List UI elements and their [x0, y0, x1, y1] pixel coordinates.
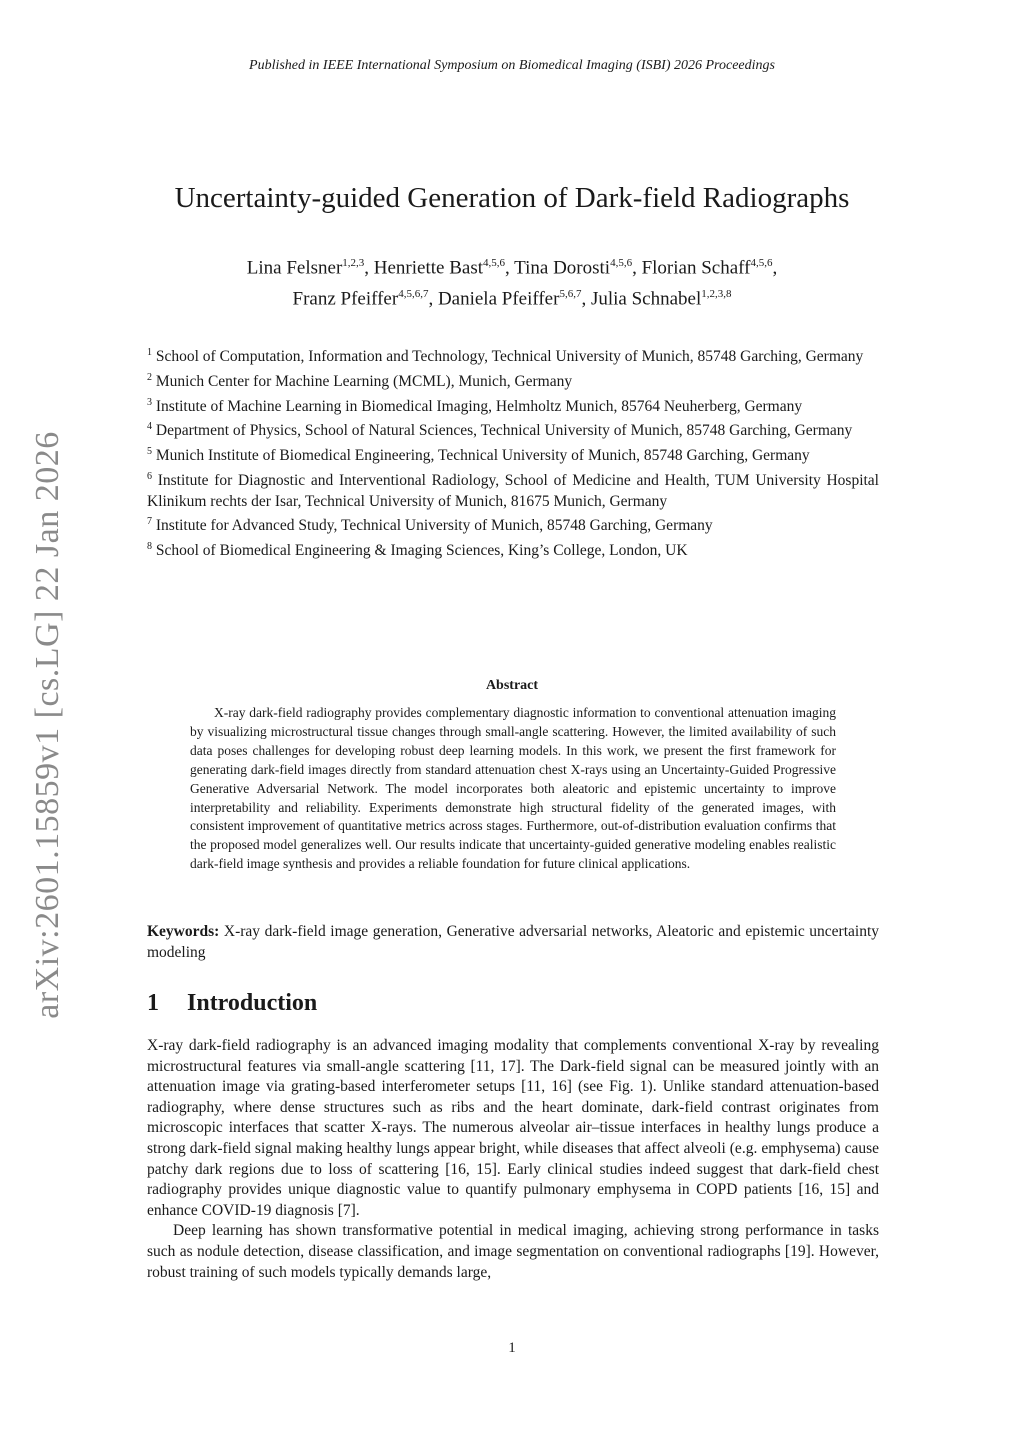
affiliation-number: 1: [147, 347, 152, 358]
author-line-2: [0, 281, 1024, 312]
keywords-text: X-ray dark-field image generation, Generative adversarial networks, Aleatoric and epistemic uncertainty modeling: [147, 923, 880, 961]
affiliation-text: Munich Institute of Biomedical Engineering, Technical University of Munich, 85748 Garching, Germany: [155, 447, 810, 465]
affiliation-number: 8: [147, 540, 152, 552]
affiliation-item: [147, 442, 879, 467]
author-affiliation-marks: 5,6,7: [559, 288, 582, 301]
affiliation-item: [147, 512, 879, 537]
author-name: Florian Schaff: [641, 257, 751, 279]
affiliation-item: [147, 417, 879, 442]
affiliation-item: [147, 343, 879, 368]
keywords: [147, 922, 879, 963]
paper-title: Uncertainty-guided Generation of Dark-field Radiographs: [174, 182, 850, 214]
affiliation-text: Munich Center for Machine Learning (MCML), Munich, Germany: [155, 372, 573, 390]
affiliation-text: School of Computation, Information and Technology, Technical University of Munich, 85748 Garching, Germany: [155, 348, 864, 366]
affiliation-number: 3: [147, 396, 152, 408]
author-name: Henriette Bast: [373, 257, 483, 279]
affiliation-text: Institute for Advanced Study, Technical University of Munich, 85748 Garching, Germany: [155, 517, 713, 535]
author-name: Lina Felsner: [246, 257, 343, 279]
affiliation-item: [147, 393, 879, 418]
abstract-heading: Abstract: [485, 678, 539, 693]
author-name: Julia Schnabel: [590, 288, 702, 310]
affiliation-number: 7: [147, 516, 152, 528]
author-name: Franz Pfeiffer: [292, 288, 399, 310]
affiliation-number: 4: [147, 421, 152, 433]
author-list: [0, 250, 1024, 313]
affiliation-number: 6: [147, 470, 152, 482]
paragraph: Deep learning has shown transformative potential in medical imaging, achieving strong performance in tasks such as nodule detection, disease classification, and image segmentation on conventional radiographs [19]. However, robust training of such models typically demands large,: [147, 1222, 879, 1281]
author-separator: ,: [364, 257, 374, 279]
section-title: Introduction: [187, 990, 318, 1016]
section-number: 1: [147, 990, 159, 1016]
author-affiliation-marks: 1,2,3: [342, 257, 365, 269]
affiliation-text: School of Biomedical Engineering & Imaging Sciences, King’s College, London, UK: [155, 542, 688, 559]
author-name: Daniela Pfeiffer: [437, 288, 560, 310]
paragraph: X-ray dark-field radiography is an advanced imaging modality that complements conventional X-ray by revealing microstructural features via small-angle scattering [11, 17]. The Dark-field signal can be measured jointly with an attenuation image via grating-based interferometer setups [11, 16] (see Fig. 1). Unlike standard attenuation-based radiography, where dense structures such as ribs and the heart dominate, dark-field contrast originates from microscopic interfaces that scatter X-rays. The numerous alveolar air–tissue interfaces in healthy lungs produce a strong dark-field signal making healthy lungs appear bright, while diseases that affect alveoli (e.g. emphysema) cause patchy dark regions due to loss of scattering [16, 15]. Early clinical studies indeed suggest that dark-field chest radiography provides unique diagnostic value to quantify pulmonary emphysema in COPD patients [16, 15] and enhance COVID-19 diagnosis [7].: [147, 1037, 879, 1219]
affiliation-text: Institute for Diagnostic and Interventional Radiology, School of Medicine and Health, TUM University Hospital Klinikum rechts der Isar, Technical University of Munich, 81675 Munich, Germany: [147, 471, 879, 510]
author-name: Tina Dorosti: [514, 257, 611, 279]
author-affiliation-marks: 4,5,6: [483, 257, 505, 269]
arxiv-identifier: [28, 430, 68, 1020]
author-affiliation-marks: 4,5,6: [750, 257, 773, 269]
author-separator: ,: [428, 288, 438, 310]
section-heading: [147, 990, 317, 1017]
affiliation-number: 5: [147, 446, 152, 457]
affiliation-item: [147, 537, 879, 562]
affiliation-list: [147, 343, 879, 562]
author-separator: ,: [581, 288, 591, 310]
page-number: 1: [508, 1340, 516, 1356]
author-separator: ,: [772, 257, 778, 279]
publication-header: Published in IEEE International Symposium on Biomedical Imaging (ISBI) 2026 Proceedings: [249, 58, 775, 73]
affiliation-item: [147, 467, 879, 512]
author-affiliation-marks: 4,5,6,7: [398, 288, 429, 301]
keywords-label: Keywords:: [147, 923, 220, 940]
author-affiliation-marks: 1,2,3,8: [701, 288, 732, 301]
arxiv-identifier-text: arXiv:2601.15859v1 [cs.LG] 22 Jan 2026: [29, 431, 66, 1019]
affiliation-item: [147, 368, 879, 393]
affiliation-text: Department of Physics, School of Natural Sciences, Technical University of Munich, 85748 Garching, Germany: [155, 422, 853, 440]
author-line-1: [0, 250, 1024, 281]
author-affiliation-marks: 4,5,6: [610, 257, 633, 269]
affiliation-number: 2: [147, 371, 152, 383]
author-separator: ,: [632, 257, 642, 279]
introduction-body: [147, 1036, 879, 1283]
abstract-body: X-ray dark-field radiography provides complementary diagnostic information to conventional attenuation imaging by visualizing microstructural tissue changes through small-angle scattering. However, the limited availability of such data poses challenges for developing robust deep learning models. In this work, we present the first framework for generating dark-field images directly from standard attenuation chest X-rays using an Uncertainty-Guided Progressive Generative Adversarial Network. The model incorporates both aleatoric and epistemic uncertainty to improve interpretability and reliability. Experiments demonstrate high structural fidelity of the generated images, with consistent improvement of quantitative metrics across stages. Furthermore, out-of-distribution evaluation confirms that the proposed model generalizes well. Our results indicate that uncertainty-guided generative modeling enables realistic dark-field image synthesis and provides a reliable foundation for future clinical applications.: [190, 705, 836, 872]
affiliation-text: Institute of Machine Learning in Biomedical Imaging, Helmholtz Munich, 85764 Neuherberg, Germany: [155, 397, 803, 415]
author-separator: ,: [505, 257, 515, 279]
